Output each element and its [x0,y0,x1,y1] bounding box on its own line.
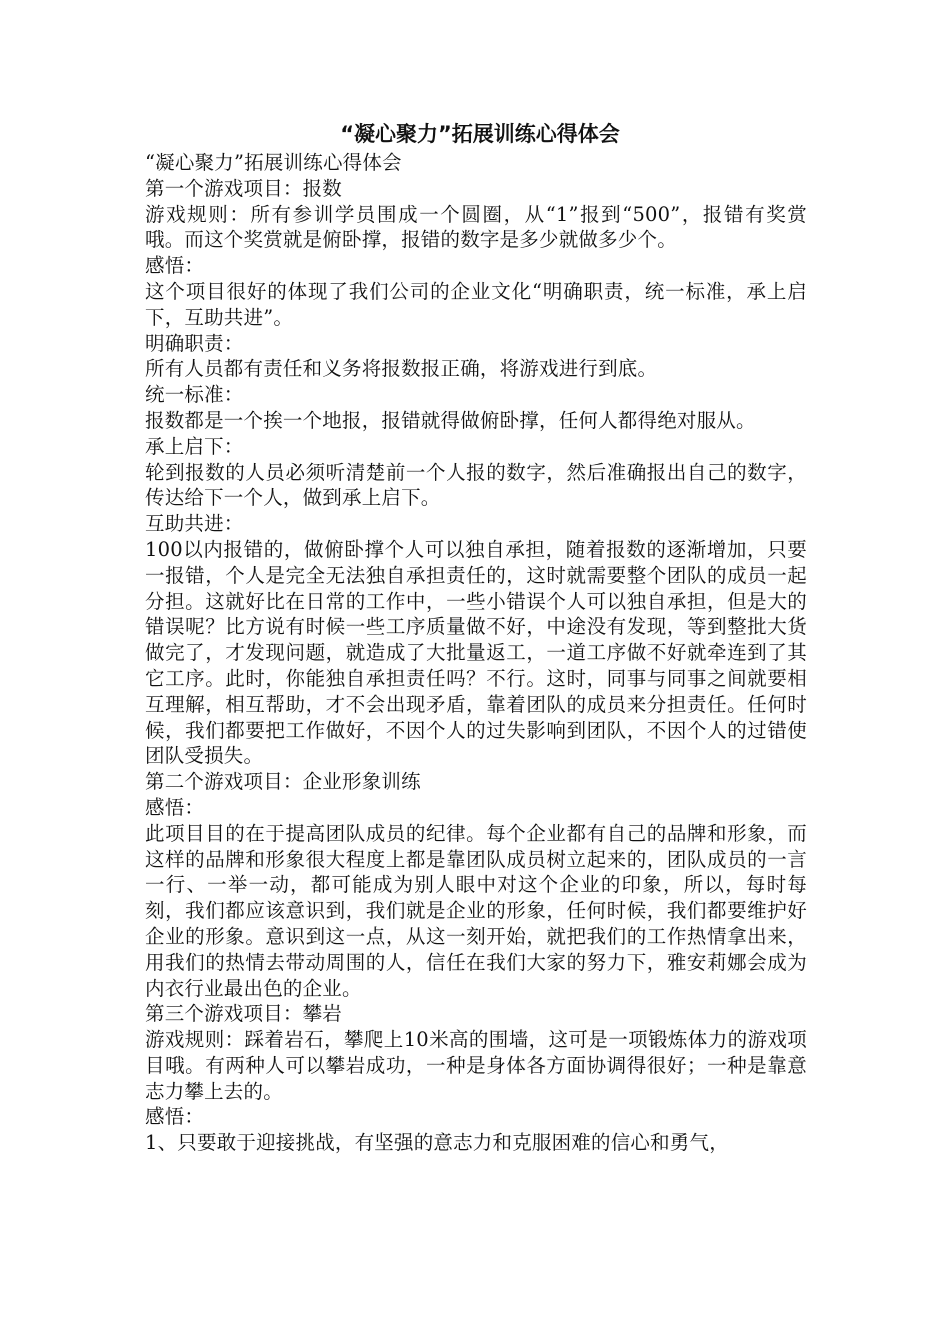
paragraph-game-1-rules: 游戏规则：所有参训学员围成一个圆圈，从“1”报到“500”，报错有奖赏哦。而这个奖赏就是俯卧撑，报错的数字是多少就做多少个。 [145,202,807,252]
document-page [145,118,807,1156]
paragraph-culture: 这个项目很好的体现了我们公司的企业文化“明确职责，统一标准，承上启下，互助共进”。 [145,279,807,329]
paragraph-label-continuity: 承上启下： [145,434,244,458]
paragraph-mutual-help: 100以内报错的，做俯卧撑个人可以独自承担，随着报数的逐渐增加，只要一报错，个人是完全无法独自承担责任的，这时就需要整个团队的成员一起分担。这就好比在日常的工作中，一些小错误个人可以独自承担，但是大的错误呢？比方说有时候一些工序质量做不好，中途没有发现，等到整批大货做完了，才发现问题，就造成了大批量返工，一道工序做不好就牵连到了其它工序。此时，你能独自承担责任吗？不行。这时，同事与同事之间就要相互理解，相互帮助，才不会出现矛盾，靠着团队的成员来分担责任。任何时候，我们都要把工作做好，不因个人的过失影响到团队，不因个人的过错使团队受损失。 [145,537,807,768]
paragraph-label-mutual-help: 互助共进： [145,512,244,536]
paragraph-game-3-heading: 第三个游戏项目：攀岩 [145,1002,343,1026]
paragraph-game-2-insight: 此项目目的在于提高团队成员的纪律。每个企业都有自己的品牌和形象，而这样的品牌和形象很大程度上都是靠团队成员树立起来的，团队成员的一言一行、一举一动，都可能成为别人眼中对这个企业的印象，所以，每时每刻，我们都应该意识到，我们就是企业的形象，任何时候，我们都要维护好企业的形象。意识到这一点，从这一刻开始，就把我们的工作热情拿出来，用我们的热情去带动周围的人，信任在我们大家的努力下，雅安莉娜会成为内衣行业最出色的企业。 [145,821,807,1000]
paragraph-label-responsibility: 明确职责： [145,331,244,355]
paragraph-insight-label: 感悟： [145,254,205,278]
paragraph-continuity: 轮到报数的人员必须听清楚前一个人报的数字，然后准确报出自己的数字，传达给下一个人，做到承上启下。 [145,460,807,510]
paragraph-game-2-heading: 第二个游戏项目：企业形象训练 [145,770,421,794]
paragraph-insight-label-3: 感悟： [145,1105,205,1129]
paragraph-label-standard: 统一标准： [145,383,244,407]
paragraph-subtitle: “凝心聚力”拓展训练心得体会 [145,151,402,174]
paragraph-insight-label-2: 感悟： [145,795,205,819]
paragraph-game-1-heading: 第一个游戏项目：报数 [145,176,343,200]
document-title: “凝心聚力”拓展训练心得体会 [340,122,620,146]
paragraph-responsibility: 所有人员都有责任和义务将报数报正确，将游戏进行到底。 [145,357,658,381]
paragraph-game-3-rules: 游戏规则：踩着岩石，攀爬上10米高的围墙，这可是一项锻炼体力的游戏项目哦。有两种人可以攀岩成功，一种是身体各方面协调得很好；一种是靠意志力攀上去的。 [145,1028,807,1103]
paragraph-standard: 报数都是一个挨一个地报，报错就得做俯卧撑，任何人都得绝对服从。 [145,408,756,432]
paragraph-game-3-insight-1: 1、只要敢于迎接挑战，有坚强的意志力和克服困难的信心和勇气， [145,1131,729,1155]
